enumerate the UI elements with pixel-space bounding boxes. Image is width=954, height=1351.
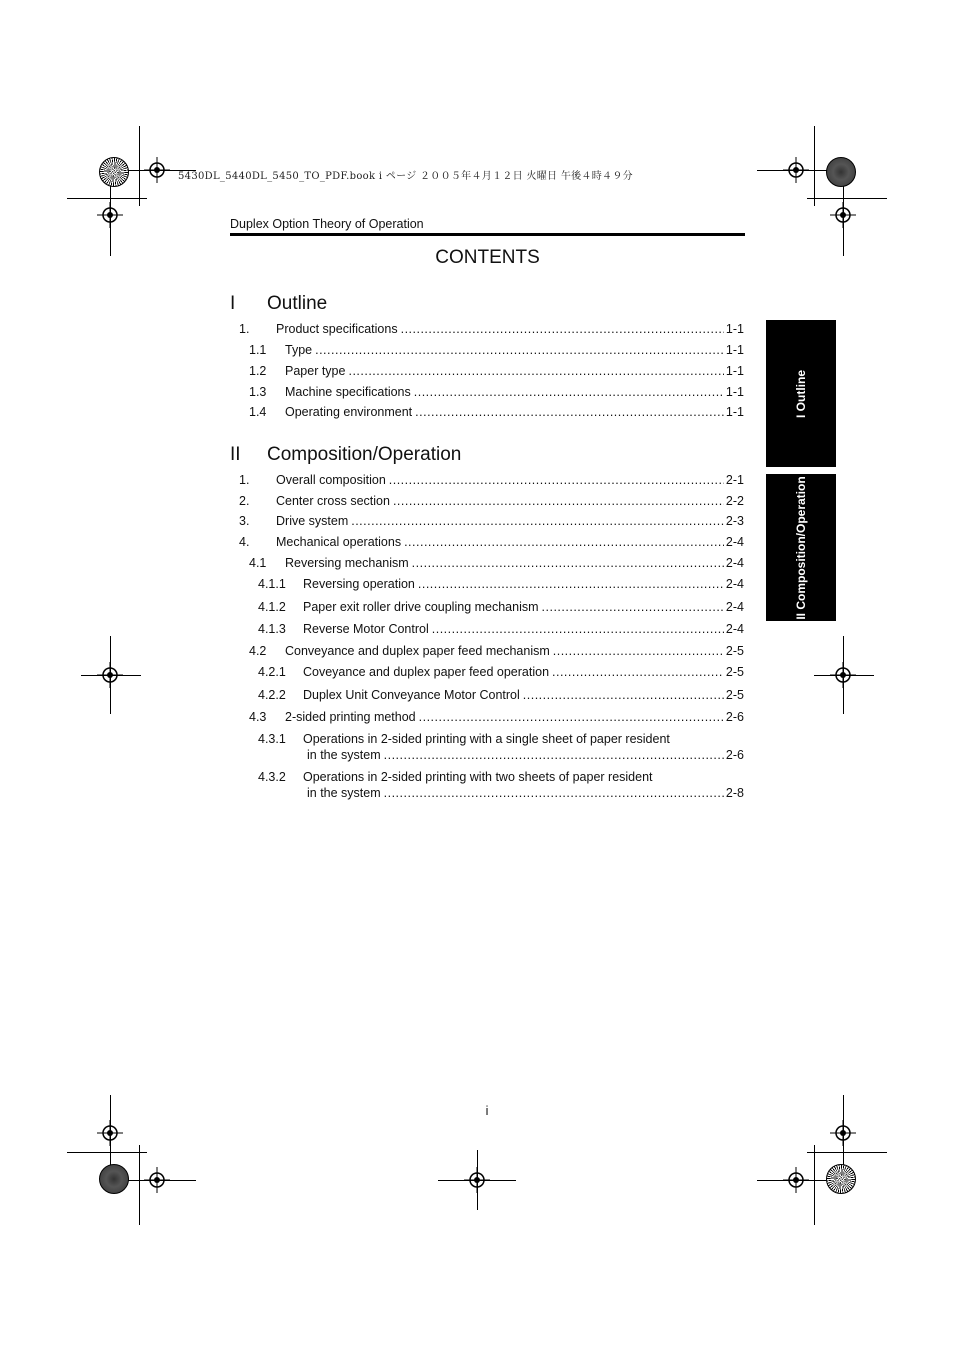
toc-entry-title: Coveyance and duplex paper feed operation bbox=[303, 665, 550, 679]
leader-dots bbox=[553, 644, 724, 659]
toc-entry-title: Paper type bbox=[285, 364, 346, 378]
leader-dots bbox=[523, 688, 724, 703]
contents-title: CONTENTS bbox=[435, 247, 540, 268]
toc-entry[interactable] bbox=[249, 364, 744, 379]
toc-entry[interactable] bbox=[239, 473, 744, 488]
toc-entry[interactable] bbox=[258, 665, 744, 680]
toc-entry[interactable] bbox=[249, 405, 744, 420]
toc-entry-title: Operations in 2-sided printing with two sheets of paper resident bbox=[303, 770, 653, 784]
toc-entry-number: 4.2 bbox=[249, 644, 267, 658]
toc-entry[interactable] bbox=[258, 731, 744, 763]
toc-entry-title: Operations in 2-sided printing with a single sheet of paper resident bbox=[303, 732, 670, 746]
toc-entry-page: 1-1 bbox=[725, 322, 744, 336]
section-title-outline bbox=[230, 293, 327, 315]
toc-entry-number: 4.3 bbox=[249, 710, 267, 724]
toc-entry-title: Reversing operation bbox=[303, 577, 415, 591]
toc-entry-title: Duplex Unit Conveyance Motor Control bbox=[303, 688, 520, 702]
toc-entry[interactable] bbox=[239, 322, 744, 337]
leader-dots bbox=[348, 364, 723, 379]
toc-entry-number: 1. bbox=[239, 473, 250, 487]
toc-entry-number: 1.3 bbox=[249, 385, 267, 399]
toc-entry-page: 2-5 bbox=[725, 688, 744, 702]
running-head: Duplex Option Theory of Operation bbox=[230, 217, 424, 231]
toc-entry-page: 2-5 bbox=[725, 665, 744, 679]
toc-entry-page: 2-4 bbox=[725, 577, 744, 591]
toc-entry[interactable] bbox=[249, 710, 744, 725]
toc-entry[interactable] bbox=[258, 769, 744, 801]
tab-label: II Composition/Operation bbox=[794, 475, 808, 620]
toc-entry-page: 2-4 bbox=[725, 622, 744, 636]
toc-entry-number: 4.1.3 bbox=[258, 622, 286, 636]
registration-target-icon bbox=[97, 202, 123, 228]
toc-entry-page: 1-1 bbox=[725, 364, 744, 378]
toc-entry-page: 2-2 bbox=[725, 494, 744, 508]
toc-entry[interactable] bbox=[239, 494, 744, 509]
leader-dots bbox=[542, 600, 724, 615]
section-title-composition bbox=[230, 444, 461, 466]
toc-entry-number: 4.1.2 bbox=[258, 600, 286, 614]
toc-entry-title: Product specifications bbox=[276, 322, 398, 336]
leader-dots bbox=[418, 577, 724, 592]
leader-dots bbox=[404, 535, 724, 550]
leader-dots bbox=[415, 405, 724, 420]
color-bar-icon bbox=[99, 1164, 129, 1194]
page-number: i bbox=[485, 1104, 489, 1118]
toc-entry-number: 2. bbox=[239, 494, 250, 508]
color-bar-icon bbox=[826, 157, 856, 187]
registration-target-icon bbox=[97, 662, 123, 688]
toc-entry-title: Drive system bbox=[276, 514, 349, 528]
toc-entry-number: 1.1 bbox=[249, 343, 267, 357]
toc-entry-number: 4. bbox=[239, 535, 250, 549]
tab-composition-operation[interactable] bbox=[766, 474, 836, 621]
toc-entry-page: 1-1 bbox=[725, 405, 744, 419]
registration-target-icon bbox=[783, 157, 809, 183]
leader-dots bbox=[419, 710, 724, 725]
toc-entry-page: 2-4 bbox=[725, 535, 744, 549]
toc-entry-title-continued: in the system bbox=[307, 786, 381, 800]
toc-entry-number: 3. bbox=[239, 514, 250, 528]
section-name: Composition/Operation bbox=[267, 444, 462, 465]
toc-entry[interactable] bbox=[239, 535, 744, 550]
toc-entry-title: Conveyance and duplex paper feed mechanism bbox=[285, 644, 550, 658]
leader-dots bbox=[384, 747, 724, 763]
registration-target-icon bbox=[97, 1120, 123, 1146]
toc-entry-title: Center cross section bbox=[276, 494, 390, 508]
toc-entry-number: 1.2 bbox=[249, 364, 267, 378]
toc-entry[interactable] bbox=[239, 514, 744, 529]
toc-entry-page: 2-8 bbox=[725, 786, 744, 800]
toc-entry[interactable] bbox=[249, 556, 744, 571]
registration-target-icon bbox=[144, 1167, 170, 1193]
leader-dots bbox=[351, 514, 724, 529]
toc-entry-page: 2-1 bbox=[725, 473, 744, 487]
leader-dots bbox=[393, 494, 724, 509]
toc-entry-number: 4.2.2 bbox=[258, 688, 286, 702]
section-number: II bbox=[230, 444, 241, 465]
header-rule bbox=[230, 233, 745, 236]
toc-entry-number: 1.4 bbox=[249, 405, 267, 419]
toc-entry[interactable] bbox=[258, 577, 744, 592]
toc-entry[interactable] bbox=[249, 644, 744, 659]
print-slug: 5430DL_5440DL_5450_TO_PDF.book i ページ ２００５年４月１２日 火曜日 午後４時４９分 bbox=[178, 171, 633, 182]
toc-entry-number: 4.3.2 bbox=[258, 770, 286, 784]
toc-entry-title: Reversing mechanism bbox=[285, 556, 409, 570]
toc-entry[interactable] bbox=[249, 385, 744, 400]
toc-entry-title: Overall composition bbox=[276, 473, 386, 487]
registration-target-icon bbox=[830, 1120, 856, 1146]
toc-entry-title: Reverse Motor Control bbox=[303, 622, 429, 636]
leader-dots bbox=[401, 322, 724, 337]
toc-entry-page: 2-5 bbox=[725, 644, 744, 658]
toc-entry-number: 4.3.1 bbox=[258, 732, 286, 746]
toc-entry-number: 4.2.1 bbox=[258, 665, 286, 679]
color-bar-icon bbox=[826, 1164, 856, 1194]
leader-dots bbox=[412, 556, 724, 571]
toc-entry-page: 2-4 bbox=[725, 600, 744, 614]
color-bar-icon bbox=[99, 157, 129, 187]
toc-entry-number: 4.1.1 bbox=[258, 577, 286, 591]
section-number: I bbox=[230, 293, 236, 314]
registration-target-icon bbox=[464, 1167, 490, 1193]
leader-dots bbox=[552, 665, 724, 680]
toc-entry[interactable] bbox=[258, 622, 744, 637]
toc-entry-title: 2-sided printing method bbox=[285, 710, 416, 724]
toc-entry-page: 2-6 bbox=[725, 748, 744, 762]
toc-entry-page: 2-6 bbox=[725, 710, 744, 724]
toc-entry-title: Mechanical operations bbox=[276, 535, 402, 549]
toc-entry[interactable] bbox=[249, 343, 744, 358]
registration-target-icon bbox=[783, 1167, 809, 1193]
toc-entry-page: 1-1 bbox=[725, 343, 744, 357]
registration-target-icon bbox=[144, 157, 170, 183]
registration-target-icon bbox=[830, 662, 856, 688]
toc-entry-title-continued: in the system bbox=[307, 748, 381, 762]
tab-label: I Outline bbox=[794, 369, 808, 418]
toc-entry-title: Paper exit roller drive coupling mechanism bbox=[303, 600, 539, 614]
toc-entry-page: 1-1 bbox=[725, 385, 744, 399]
tab-outline[interactable] bbox=[766, 320, 836, 467]
leader-dots bbox=[414, 385, 724, 400]
leader-dots bbox=[432, 622, 724, 637]
leader-dots bbox=[384, 785, 724, 801]
toc-entry-title: Machine specifications bbox=[285, 385, 411, 399]
toc-entry-page: 2-3 bbox=[725, 514, 744, 528]
toc-entry-page: 2-4 bbox=[725, 556, 744, 570]
leader-dots bbox=[315, 343, 724, 358]
toc-entry-title: Operating environment bbox=[285, 405, 413, 419]
section-name: Outline bbox=[267, 293, 328, 314]
toc-entry-number: 4.1 bbox=[249, 556, 267, 570]
leader-dots bbox=[389, 473, 724, 488]
registration-target-icon bbox=[830, 202, 856, 228]
toc-entry[interactable] bbox=[258, 600, 744, 615]
toc-entry[interactable] bbox=[258, 688, 744, 703]
toc-entry-number: 1. bbox=[239, 322, 250, 336]
toc-entry-title: Type bbox=[285, 343, 313, 357]
